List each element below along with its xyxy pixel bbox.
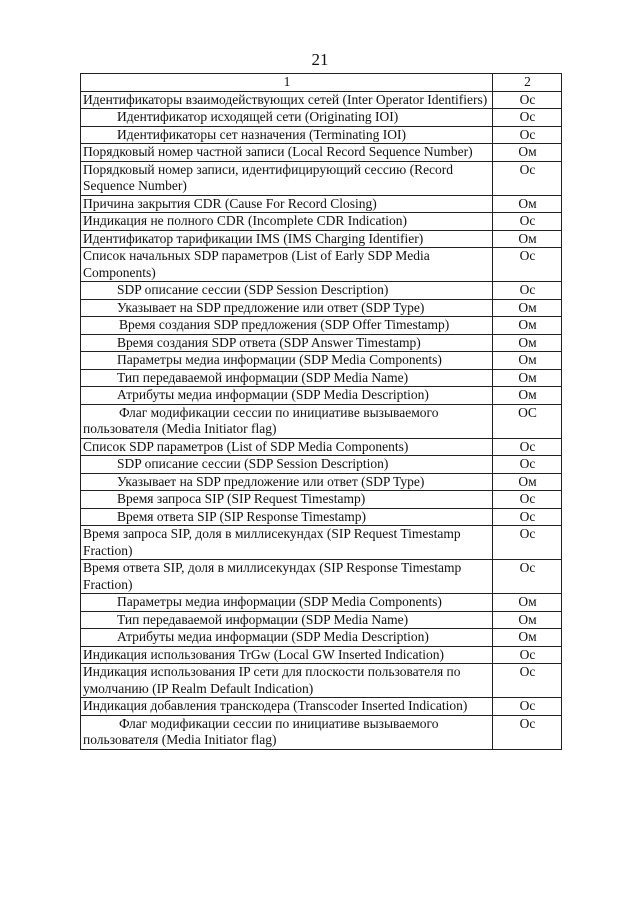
parameter-name-cell: Указывает на SDP предложение или ответ (SDP Type) (81, 299, 493, 317)
parameter-name-cell: Идентификатор исходящей сети (Originating IOI) (81, 109, 493, 127)
table-body (81, 74, 562, 750)
parameter-category-cell: Oc (493, 248, 562, 282)
table-row (81, 387, 562, 405)
parameter-name-cell: Тип передаваемой информации (SDP Media Name) (81, 369, 493, 387)
parameter-category-cell: Oc (493, 491, 562, 509)
table-row (81, 230, 562, 248)
parameter-name-cell: Список SDP параметров (List of SDP Media Components) (81, 438, 493, 456)
parameter-category-cell: Oc (493, 126, 562, 144)
parameter-name-cell: SDP описание сессии (SDP Session Description) (81, 456, 493, 474)
parameter-category-cell: Oc (493, 91, 562, 109)
parameter-category-cell: Oм (493, 195, 562, 213)
parameter-name-cell: Тип передаваемой информации (SDP Media Name) (81, 611, 493, 629)
parameter-category-cell: Oм (493, 144, 562, 162)
parameter-category-cell: Oc (493, 109, 562, 127)
parameter-name-cell: Флаг модификации сессии по инициативе вызываемого пользователя (Media Initiator flag) (81, 715, 493, 749)
table-row (81, 282, 562, 300)
table-row (81, 611, 562, 629)
table-row (81, 299, 562, 317)
parameter-name-cell: Индикация использования IP сети для плоскости пользователя по умолчанию (IP Realm Default Indication) (81, 664, 493, 698)
table-row (81, 126, 562, 144)
table-row (81, 352, 562, 370)
table-row (81, 594, 562, 612)
parameter-name-cell: Идентификатор тарификации IMS (IMS Charging Identifier) (81, 230, 493, 248)
table-row (81, 698, 562, 716)
parameter-category-cell: Oм (493, 629, 562, 647)
parameter-name-cell: Флаг модификации сессии по инициативе вызываемого пользователя (Media Initiator flag) (81, 404, 493, 438)
parameter-category-cell: Oc (493, 646, 562, 664)
parameter-name-cell: Индикация использования TrGw (Local GW Inserted Indication) (81, 646, 493, 664)
table-row (81, 438, 562, 456)
table-row (81, 491, 562, 509)
parameter-name-cell: Указывает на SDP предложение или ответ (SDP Type) (81, 473, 493, 491)
parameter-name-cell: Атрибуты медиа информации (SDP Media Description) (81, 387, 493, 405)
table-row (81, 646, 562, 664)
parameter-name-cell: Индикация не полного CDR (Incomplete CDR Indication) (81, 213, 493, 231)
table-row (81, 664, 562, 698)
parameters-table (80, 73, 562, 750)
table-row (81, 715, 562, 749)
column-header-1: 1 (81, 74, 493, 92)
table-row (81, 526, 562, 560)
column-header-2: 2 (493, 74, 562, 92)
page-number: 21 (311, 50, 329, 69)
parameter-name-cell: Параметры медиа информации (SDP Media Components) (81, 594, 493, 612)
parameter-name-cell: Время ответа SIP, доля в миллисекундах (SIP Response Timestamp Fraction) (81, 560, 493, 594)
parameter-name-cell: Идентификаторы взаимодействующих сетей (Inter Operator Identifiers) (81, 91, 493, 109)
parameter-category-cell: Oм (493, 611, 562, 629)
parameter-name-cell: Причина закрытия CDR (Cause For Record Closing) (81, 195, 493, 213)
table-row (81, 213, 562, 231)
parameter-name-cell: Атрибуты медиа информации (SDP Media Description) (81, 629, 493, 647)
parameter-category-cell: Oм (493, 369, 562, 387)
table-row (81, 144, 562, 162)
table-row (81, 317, 562, 335)
parameter-category-cell: Oм (493, 594, 562, 612)
parameter-name-cell: Порядковый номер частной записи (Local Record Sequence Number) (81, 144, 493, 162)
parameter-category-cell: Oc (493, 438, 562, 456)
parameter-category-cell: OC (493, 404, 562, 438)
table-header-row (81, 74, 562, 92)
parameter-category-cell: Oc (493, 161, 562, 195)
table-row (81, 109, 562, 127)
parameter-category-cell: Oc (493, 698, 562, 716)
parameter-name-cell: Идентификаторы сет назначения (Terminating IOI) (81, 126, 493, 144)
table-row (81, 404, 562, 438)
table-row (81, 508, 562, 526)
parameter-name-cell: Параметры медиа информации (SDP Media Components) (81, 352, 493, 370)
parameter-name-cell: Время создания SDP предложения (SDP Offer Timestamp) (81, 317, 493, 335)
table-row (81, 334, 562, 352)
parameter-category-cell: Oм (493, 334, 562, 352)
parameter-category-cell: Oc (493, 560, 562, 594)
parameter-category-cell: Oм (493, 473, 562, 491)
parameter-name-cell: Индикация добавления транскодера (Transcoder Inserted Indication) (81, 698, 493, 716)
parameter-name-cell: SDP описание сессии (SDP Session Description) (81, 282, 493, 300)
parameter-category-cell: Oc (493, 213, 562, 231)
parameter-category-cell: Oc (493, 526, 562, 560)
parameter-category-cell: Oм (493, 230, 562, 248)
parameter-category-cell: Oc (493, 664, 562, 698)
table-row (81, 473, 562, 491)
parameter-name-cell: Время создания SDP ответа (SDP Answer Timestamp) (81, 334, 493, 352)
table-row (81, 248, 562, 282)
parameter-category-cell: Oc (493, 456, 562, 474)
table-row (81, 91, 562, 109)
table-row (81, 456, 562, 474)
parameter-category-cell: Oc (493, 282, 562, 300)
parameter-category-cell: Oм (493, 317, 562, 335)
parameter-category-cell: Oм (493, 352, 562, 370)
parameter-name-cell: Список начальных SDP параметров (List of Early SDP Media Components) (81, 248, 493, 282)
table-row (81, 195, 562, 213)
parameter-name-cell: Время ответа SIP (SIP Response Timestamp) (81, 508, 493, 526)
parameter-category-cell: Oc (493, 715, 562, 749)
parameter-name-cell: Порядковый номер записи, идентифицирующий сессию (Record Sequence Number) (81, 161, 493, 195)
table-row (81, 161, 562, 195)
parameter-category-cell: Oм (493, 299, 562, 317)
parameter-name-cell: Время запроса SIP (SIP Request Timestamp) (81, 491, 493, 509)
table-row (81, 629, 562, 647)
parameter-category-cell: Oc (493, 508, 562, 526)
parameter-category-cell: Oм (493, 387, 562, 405)
table-row (81, 560, 562, 594)
table-row (81, 369, 562, 387)
parameter-name-cell: Время запроса SIP, доля в миллисекундах (SIP Request Timestamp Fraction) (81, 526, 493, 560)
